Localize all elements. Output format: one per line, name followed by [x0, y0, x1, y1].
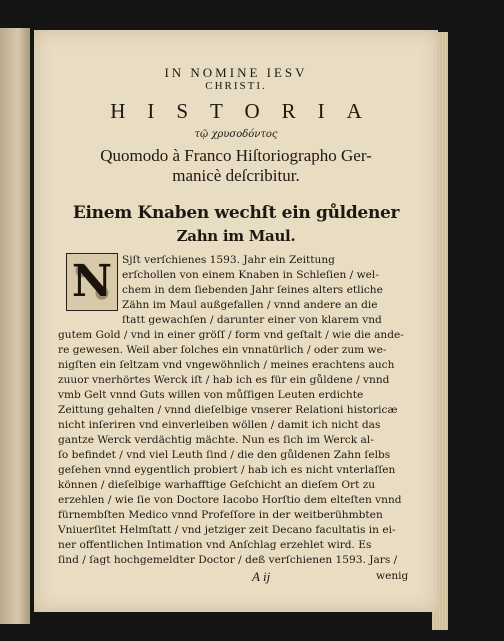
body-line: zuuor vnerhörtes Werck iſt / hab ich es für ein gůldene / vnnd	[58, 374, 390, 386]
decorated-initial-letter: N	[71, 256, 113, 307]
invocation-line-2: CHRISTI.	[205, 80, 267, 92]
body-line: chem in dem ſiebenden Jahr ſeines alters etliche	[122, 284, 383, 296]
subtitle-line-2: manicè deſcribitur.	[172, 166, 300, 185]
book-page	[34, 30, 438, 612]
german-heading-line-2: Zahn im Maul.	[176, 227, 296, 245]
body-line: gantze Werck verdächtig mächte. Nun es ſich im Werck al-	[58, 434, 374, 446]
greek-subheading: τῷ χρυσοδόντος	[194, 129, 278, 140]
body-line: Zähn im Maul außgefallen / vnnd andere an die	[122, 299, 378, 311]
german-heading-line-1: Einem Knaben wechſt ein gůldener	[72, 203, 400, 223]
invocation-line-1: IN NOMINE IESV	[164, 65, 308, 80]
body-line: nicht inſeriren vnd einverleiben wöllen / damit ich nicht das	[58, 419, 381, 431]
catchword: wenig	[376, 570, 409, 582]
body-line: nigſten ein ſeltzam vnd vngewöhnlich / meines erachtens auch	[58, 359, 395, 371]
body-line: gutem Gold / vnd in einer gröſſ / form vnd geſtalt / wie die ande-	[58, 329, 404, 341]
body-line: erzehlen / wie ſie von Doctore Iacobo Horſtio dem elteſten vnnd	[58, 494, 402, 506]
body-line: Zeittung gehalten / vnnd dieſelbige vnserer Relationi historicæ	[58, 404, 398, 416]
body-line: ſo befindet / vnd viel Leuth ſind / die den gůldenen Zahn ſelbs	[58, 449, 391, 461]
subtitle-line-1: Quomodo à Franco Hiſtoriographo Ger-	[100, 146, 372, 165]
signature-mark: A ij	[252, 569, 271, 584]
body-line: können / dieſelbige warhafftige Geſchicht an dieſem Ort zu	[58, 479, 376, 491]
body-line: fürnembſten Medico vnnd Profeſſore in der weitberühmbten	[58, 509, 383, 521]
body-line: ſind / ſagt hochgemeldter Doctor / deß verſchienen 1593. Jars /	[58, 554, 398, 566]
body-line: ſtatt gewachſen / darunter einer von klarem vnd	[122, 314, 382, 326]
page-title: HISTORIA	[110, 99, 384, 123]
body-line: re gewesen. Weil aber ſolches ein vnnatürlich / oder zum we-	[58, 344, 387, 356]
body-line: vmb Gelt vnnd Guts willen von můſſigen Leuten erdichte	[58, 389, 364, 401]
decorated-initial	[66, 253, 118, 311]
body-line: geſehen vnnd eygentlich probiert / hab ich es nicht vnterlaſſen	[58, 464, 396, 476]
body-line: ner offentlichen Intimation vnd Anſchlag erzehlet wird. Es	[58, 539, 372, 551]
body-line: Vniuerſitet Helmſtatt / vnd jetziger zeit Decano facultatis in ei-	[58, 524, 396, 536]
left-page-edge	[0, 28, 30, 624]
body-line: erſchollen von einem Knaben in Schleſien / wel-	[122, 269, 379, 281]
body-line: Sjſt verſchienes 1593. Jahr ein Zeittung	[122, 254, 335, 266]
